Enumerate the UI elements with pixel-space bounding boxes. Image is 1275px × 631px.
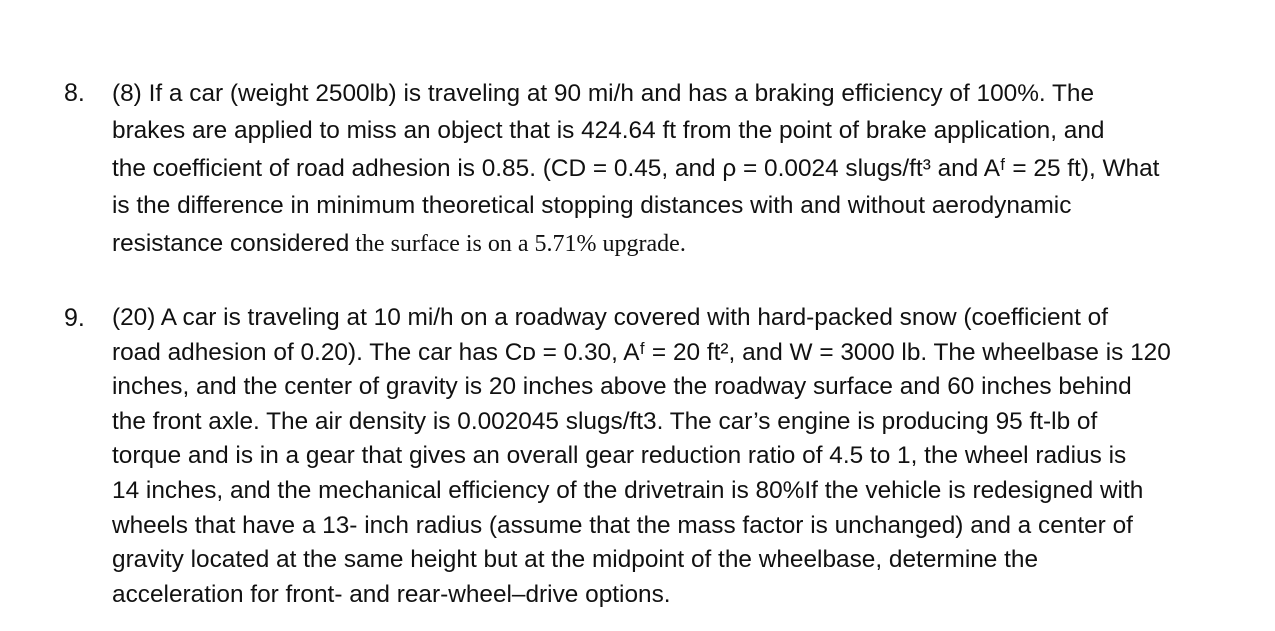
problem-text xyxy=(112,75,1242,263)
problem-text-line: (20) A car is traveling at 10 mi/h on a roadway covered with hard-packed snow (coefficient of xyxy=(112,304,1109,331)
problem-number: 9. xyxy=(64,304,85,332)
problem-text-line: 14 inches, and the mechanical efficiency of the drivetrain is 80%If the vehicle is redesigned with xyxy=(112,476,1144,504)
problem-text-fragment-serif: the surface is on a 5.71% upgrade. xyxy=(349,230,686,257)
problem-text xyxy=(112,301,1242,612)
problem-text-line: gravity located at the same height but at the midpoint of the wheelbase, determine the xyxy=(112,546,1039,574)
problem-text-line: is the difference in minimum theoretical stopping distances with and without aerodynamic xyxy=(112,192,1072,220)
problem-text-line: brakes are applied to miss an object that is 424.64 ft from the point of brake application, and xyxy=(112,117,1105,145)
problem-number: 8. xyxy=(64,79,85,107)
problem-text-line: road adhesion of 0.20). The car has Cᴅ = 0.30, Aᶠ = 20 ft², and W = 3000 lb. The wheelbase is 120 xyxy=(112,338,1171,366)
problem-text-line: acceleration for front- and rear-wheel–drive options. xyxy=(112,580,671,608)
problem-text-line: (8) If a car (weight 2500lb) is traveling at 90 mi/h and has a braking efficiency of 100%. The xyxy=(112,80,1095,107)
problem-text-line: torque and is in a gear that gives an overall gear reduction ratio of 4.5 to 1, the wheel radius is xyxy=(112,442,1127,470)
problem-text-line: the coefficient of road adhesion is 0.85. (CD = 0.45, and ρ = 0.0024 slugs/ft³ and Aᶠ = 25 ft), What xyxy=(112,154,1160,182)
problem-text-line: the front axle. The air density is 0.002045 slugs/ft3. The car’s engine is producing 95 ft-lb of xyxy=(112,407,1098,435)
problem-text-line xyxy=(112,225,1242,263)
problem-text-line: wheels that have a 13- inch radius (assume that the mass factor is unchanged) and a center of xyxy=(112,511,1133,539)
problem-text-line: inches, and the center of gravity is 20 inches above the roadway surface and 60 inches behind xyxy=(112,373,1132,401)
problem-text-fragment: resistance considered xyxy=(112,229,350,257)
